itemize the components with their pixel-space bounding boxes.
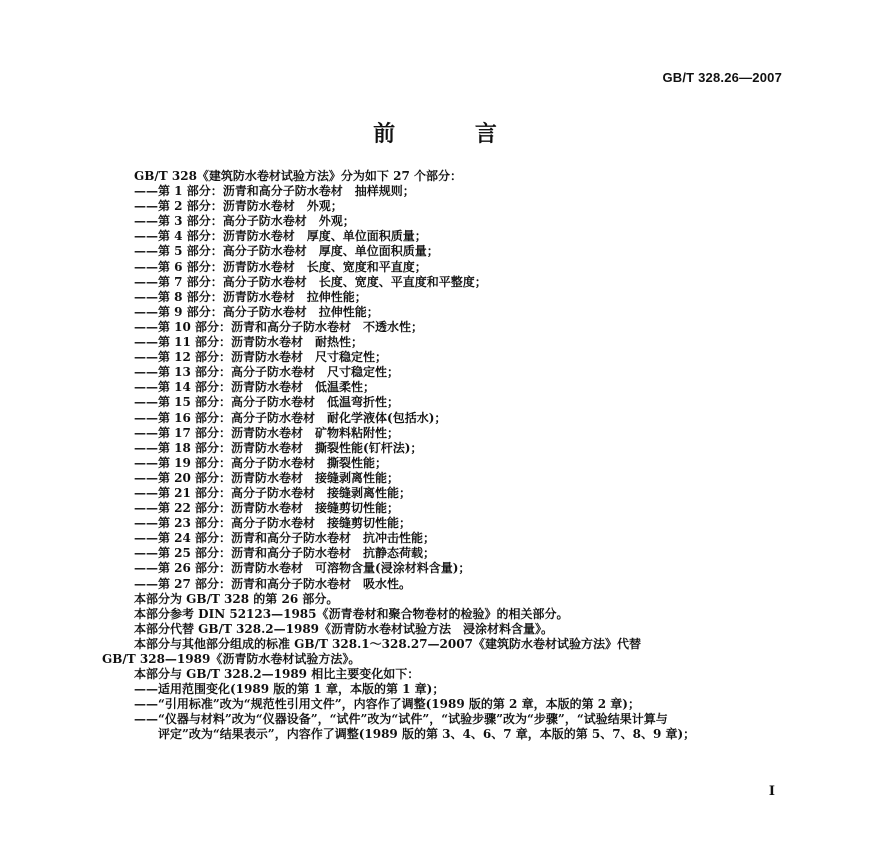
list-item: ——第 15 部分：高分子防水卷材 低温弯折性； bbox=[134, 395, 400, 410]
page-title: 前 言 bbox=[373, 121, 533, 147]
list-item: ——第 18 部分：沥青防水卷材 撕裂性能(钉杆法)； bbox=[134, 440, 423, 455]
list-item: ——第 11 部分：沥青防水卷材 耐热性； bbox=[134, 335, 364, 350]
list-item: ——第 24 部分：沥青和高分子防水卷材 抗冲击性能； bbox=[134, 531, 436, 546]
replaces-statement: 本部分代替 GB/T 328.2—1989《沥青防水卷材试验方法 浸涂材料含量》。 bbox=[134, 621, 554, 636]
list-item: ——第 17 部分：沥青防水卷材 矿物料粘附性； bbox=[134, 425, 400, 440]
list-item: ——第 26 部分：沥青防水卷材 可溶物含量(浸涂材料含量)； bbox=[134, 561, 471, 576]
list-item: ——第 16 部分：高分子防水卷材 耐化学液体(包括水)； bbox=[134, 410, 447, 425]
parts-list bbox=[118, 184, 798, 592]
combined-statement-line: 本部分与其他部分组成的标准 GB/T 328.1～328.27—2007《建筑防水卷材试验方法》代替 bbox=[134, 636, 641, 651]
list-item: ——第 20 部分：沥青防水卷材 接缝剥离性能； bbox=[134, 470, 400, 485]
list-item: ——第 5 部分：高分子防水卷材 厚度、单位面积质量； bbox=[134, 244, 439, 259]
list-item: ——第 19 部分：高分子防水卷材 撕裂性能； bbox=[134, 455, 388, 470]
list-item: ——第 6 部分：沥青防水卷材 长度、宽度和平直度； bbox=[134, 259, 427, 274]
combined-statement-line: GB/T 328—1989《沥青防水卷材试验方法》。 bbox=[102, 652, 361, 666]
foreword-body bbox=[102, 169, 798, 743]
list-item: ——第 22 部分：沥青防水卷材 接缝剪切性能； bbox=[134, 501, 400, 516]
list-item: ——第 8 部分：沥青防水卷材 拉伸性能； bbox=[134, 289, 367, 304]
reference-statement: 本部分参考 DIN 52123—1985《沥青卷材和聚合物卷材的检验》的相关部分。 bbox=[134, 606, 569, 621]
list-item: ——第 3 部分：高分子防水卷材 外观； bbox=[134, 214, 355, 229]
list-item-continuation: 评定”改为“结果表示”，内容作了调整(1989 版的第 3、4、6、7 章，本版的第 5、7、8、9 章)； bbox=[158, 727, 696, 742]
list-item: ——适用范围变化(1989 版的第 1 章，本版的第 1 章)； bbox=[134, 682, 445, 697]
list-item: ——“引用标准”改为“规范性引用文件”，内容作了调整(1989 版的第 2 章，本版的第 2 章)； bbox=[134, 697, 640, 712]
standard-code: GB/T 328.26—2007 bbox=[662, 70, 782, 85]
list-item: ——第 23 部分：高分子防水卷材 接缝剪切性能； bbox=[134, 516, 412, 531]
list-item: ——“仪器与材料”改为“仪器设备”，“试件”改为“试件”，“试验步骤”改为“步骤”，“试验结果计算与 bbox=[134, 712, 668, 727]
list-item: ——第 4 部分：沥青防水卷材 厚度、单位面积质量； bbox=[134, 229, 427, 244]
list-item: ——第 7 部分：高分子防水卷材 长度、宽度、平直度和平整度； bbox=[134, 274, 487, 289]
this-part-statement: 本部分为 GB/T 328 的第 26 部分。 bbox=[134, 591, 339, 606]
intro-paragraph: GB/T 328《建筑防水卷材试验方法》分为如下 27 个部分： bbox=[134, 169, 462, 183]
list-item: ——第 10 部分：沥青和高分子防水卷材 不透水性； bbox=[134, 319, 424, 334]
list-item: ——第 12 部分：沥青防水卷材 尺寸稳定性； bbox=[134, 350, 388, 365]
list-item: ——第 13 部分：高分子防水卷材 尺寸稳定性； bbox=[134, 365, 400, 380]
list-item: ——第 1 部分：沥青和高分子防水卷材 抽样规则； bbox=[134, 184, 415, 199]
list-item: ——第 9 部分：高分子防水卷材 拉伸性能； bbox=[134, 304, 379, 319]
list-item: ——第 14 部分：沥青防水卷材 低温柔性； bbox=[134, 380, 376, 395]
list-item: ——第 25 部分：沥青和高分子防水卷材 抗静态荷载； bbox=[134, 546, 436, 561]
page-number: I bbox=[768, 784, 775, 799]
list-item: ——第 21 部分：高分子防水卷材 接缝剥离性能； bbox=[134, 485, 412, 500]
changes-intro: 本部分与 GB/T 328.2—1989 相比主要变化如下： bbox=[134, 667, 420, 682]
list-item: ——第 27 部分：沥青和高分子防水卷材 吸水性。 bbox=[134, 576, 412, 591]
changes-list bbox=[118, 682, 798, 742]
list-item: ——第 2 部分：沥青防水卷材 外观； bbox=[134, 199, 343, 214]
